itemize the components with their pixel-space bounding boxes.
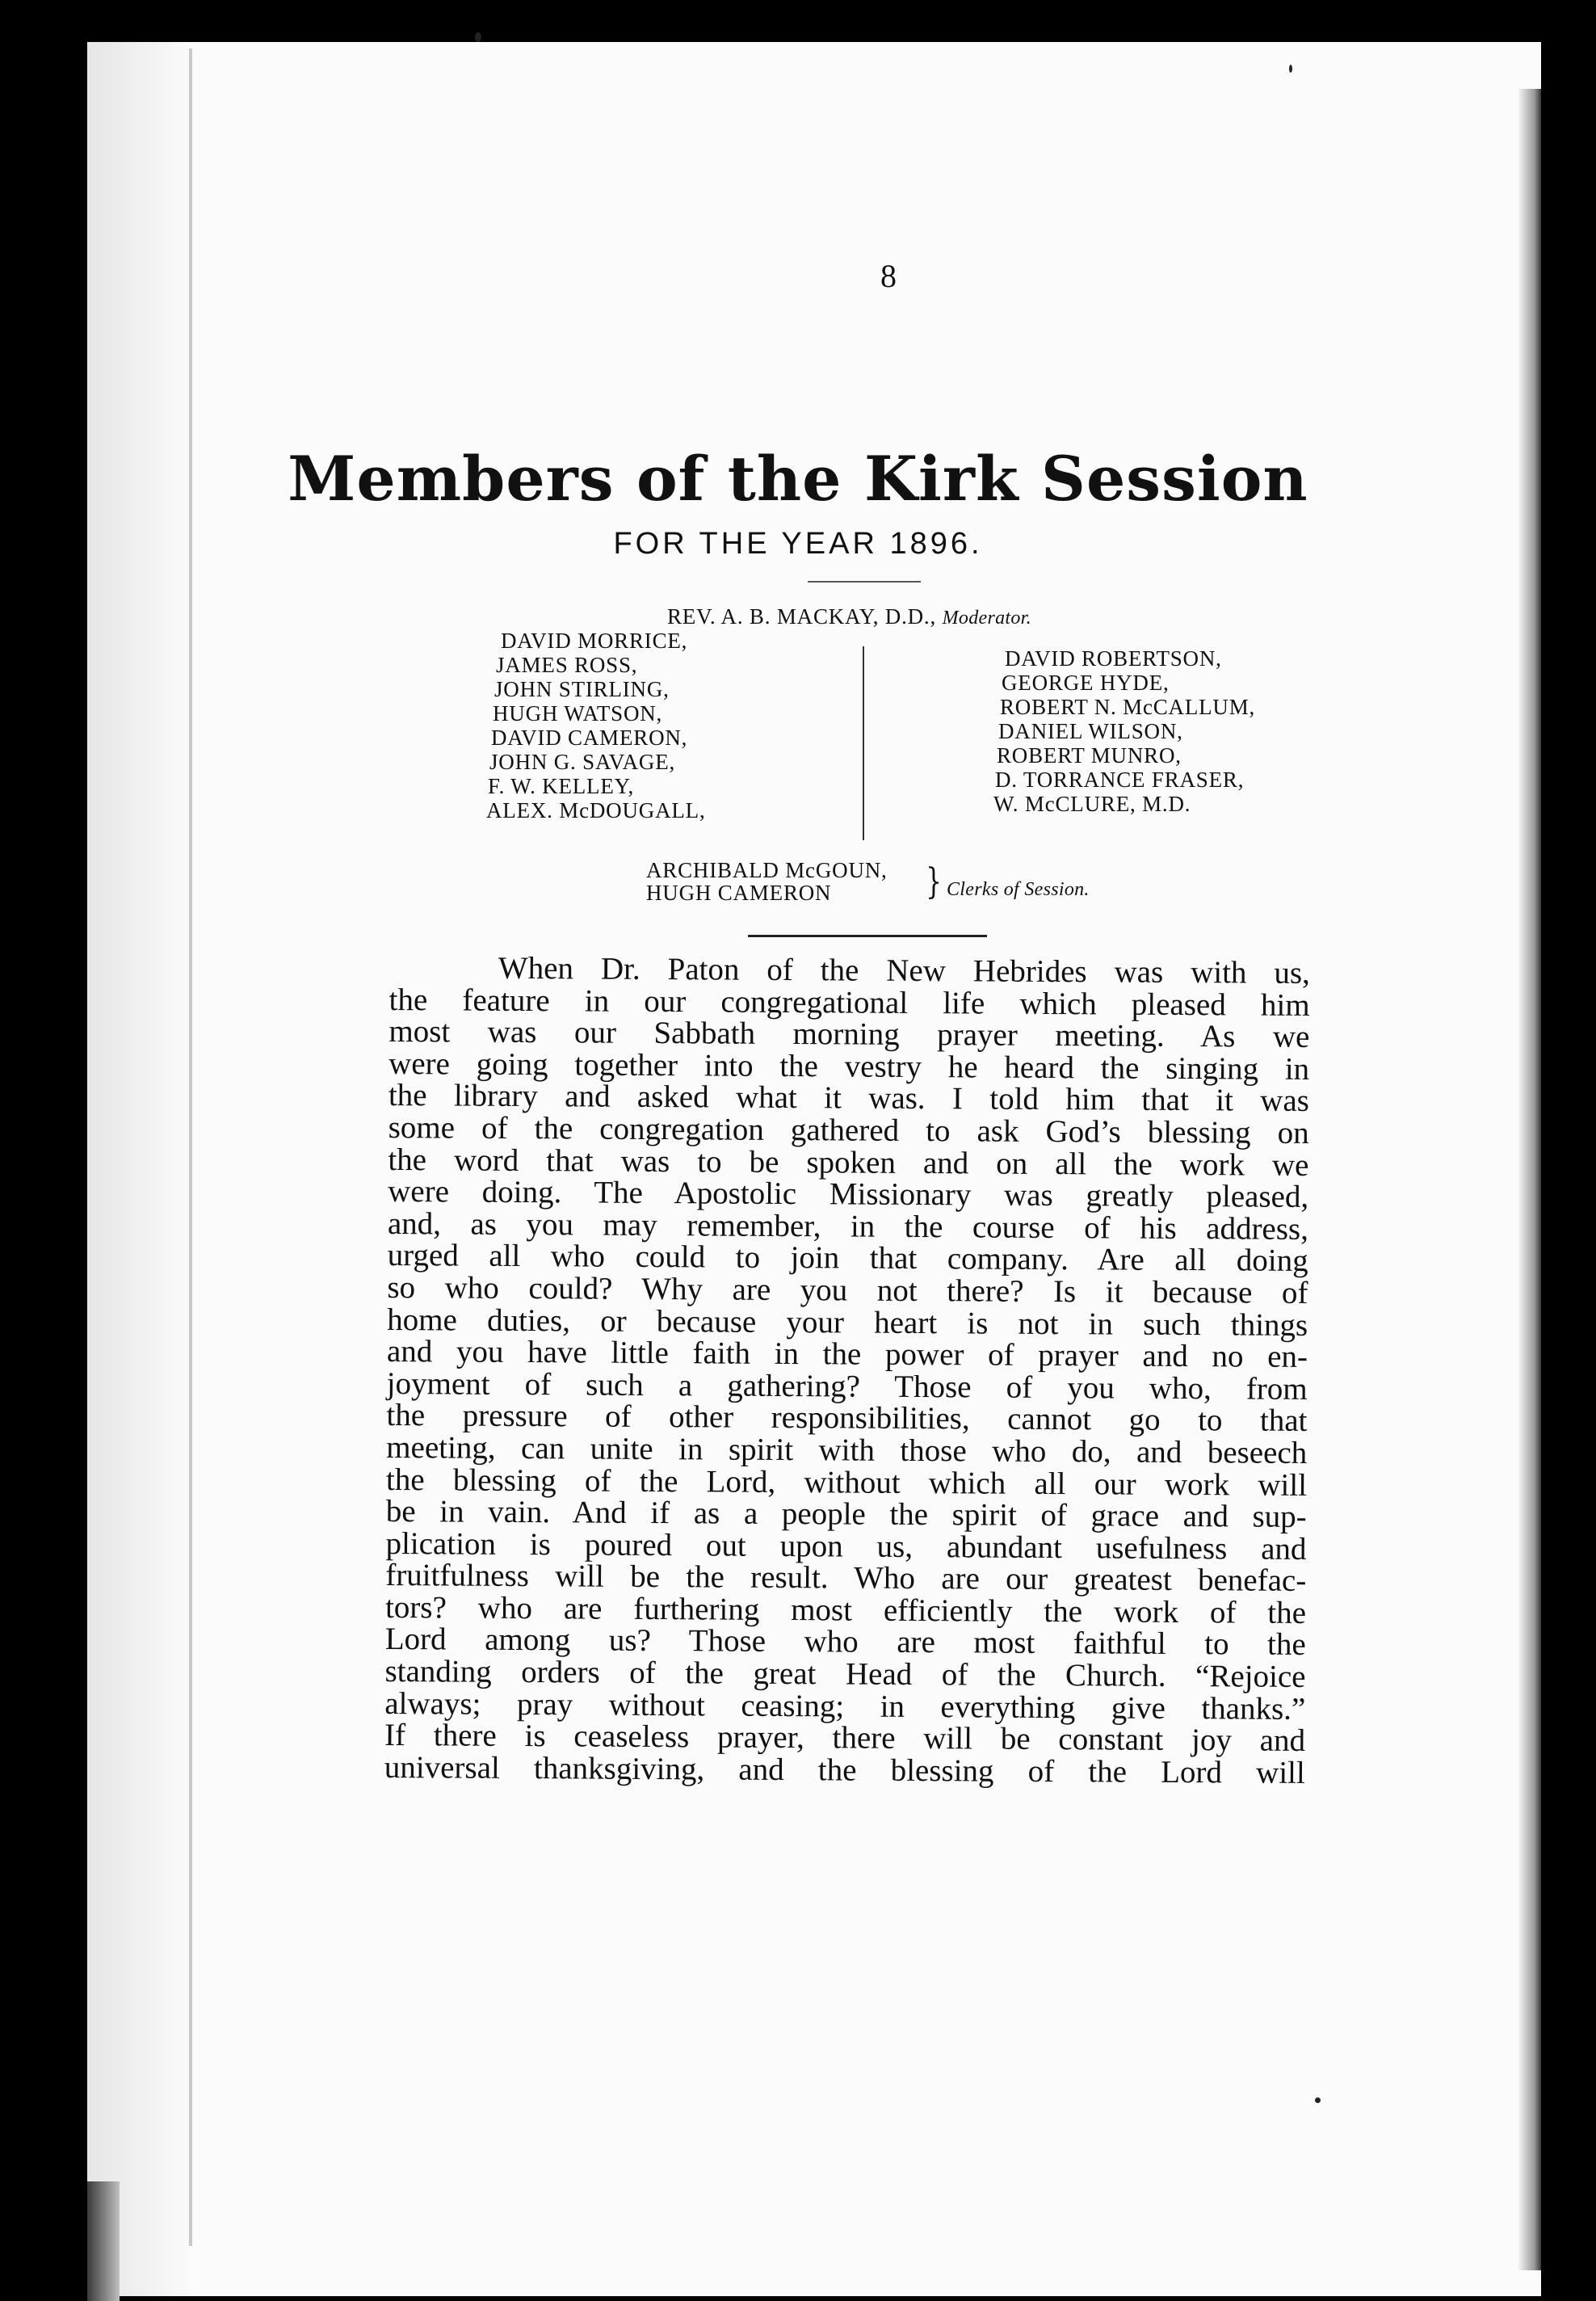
title-divider xyxy=(808,581,921,583)
member-name: JOHN G. SAVAGE, xyxy=(489,750,676,774)
ink-speck xyxy=(1289,65,1292,73)
body-line: the word that was to be spoken and on all the work we xyxy=(388,1142,1309,1183)
page-gutter-shading xyxy=(87,42,192,2296)
member-name: F. W. KELLEY, xyxy=(488,774,635,798)
body-line: fruitfulness will be the result. Who are our greatest benefac- xyxy=(385,1558,1307,1599)
member-name: JOHN STIRLING, xyxy=(494,677,670,701)
right-scan-shadow xyxy=(1541,42,1596,2301)
member-name: W. McCLURE, M.D. xyxy=(993,792,1191,816)
member-name: ALEX. McDOUGALL, xyxy=(486,798,706,822)
body-line: and, as you may remember, in the course of his address, xyxy=(387,1205,1309,1247)
body-line: tors? who are furthering most efficiently the work of the xyxy=(384,1589,1307,1630)
body-line: always; pray without ceasing; in everything give thanks.” xyxy=(384,1685,1306,1727)
column-divider xyxy=(863,646,864,840)
member-name: ROBERT MUNRO, xyxy=(997,743,1182,768)
moderator-line xyxy=(667,604,1031,629)
member-name: DAVID MORRICE, xyxy=(501,629,688,653)
bottom-left-smudge xyxy=(87,2181,120,2301)
body-line: universal thanksgiving, and the blessing of the Lord will xyxy=(384,1749,1305,1790)
body-line: urged all who could to join that company. Are all doing xyxy=(387,1238,1308,1279)
clerk-name: HUGH CAMERON xyxy=(646,881,832,905)
page-title: Members of the Kirk Session xyxy=(288,443,1308,515)
body-line: so who could? Why are you not there? Is it because of xyxy=(387,1269,1308,1310)
member-name: GEORGE HYDE, xyxy=(1002,671,1170,695)
body-line: When Dr. Paton of the New Hebrides was with us, xyxy=(498,950,1310,991)
body-line: the library and asked what it was. I told him that it was xyxy=(388,1078,1310,1119)
body-line: Lord among us? Those who are most faithful to the xyxy=(384,1622,1306,1663)
member-name: DAVID CAMERON, xyxy=(491,726,688,750)
clerks-brace: } xyxy=(926,861,942,902)
member-name: DAVID ROBERTSON, xyxy=(1005,646,1222,671)
body-paragraph xyxy=(384,952,1310,1789)
section-divider xyxy=(748,935,987,937)
body-line: standing orders of the great Head of the Church. “Rejoice xyxy=(384,1654,1306,1695)
body-line: some of the congregation gathered to ask God’s blessing on xyxy=(388,1109,1309,1150)
body-line: plication is poured out upon us, abundant usefulness and xyxy=(385,1525,1307,1567)
member-name: ROBERT N. McCALLUM, xyxy=(1000,695,1256,719)
ink-speck xyxy=(475,32,481,42)
body-line: If there is ceaseless prayer, there will be constant joy and xyxy=(384,1718,1306,1759)
moderator-name: REV. A. B. MACKAY, D.D., xyxy=(667,604,937,629)
page-gutter-fold xyxy=(189,48,192,2246)
ink-speck xyxy=(1315,2097,1321,2103)
members-left-column xyxy=(486,629,714,822)
body-line: the blessing of the Lord, without which all our work will xyxy=(385,1462,1308,1503)
member-name: D. TORRANCE FRASER, xyxy=(995,768,1245,792)
body-line: home duties, or because your heart is not in such things xyxy=(387,1302,1308,1343)
page-subtitle: FOR THE YEAR 1896. xyxy=(613,527,983,561)
member-name: HUGH WATSON, xyxy=(493,701,663,726)
body-line: were going together into the vestry he heard the singing in xyxy=(388,1045,1310,1087)
body-line: the pressure of other responsibilities, cannot go to that xyxy=(386,1398,1308,1439)
body-line: meeting, can unite in spirit with those who do, and beseech xyxy=(386,1429,1308,1470)
clerks-role: Clerks of Session. xyxy=(947,879,1090,900)
clerk-name: ARCHIBALD McGOUN, xyxy=(646,858,888,882)
member-name: JAMES ROSS, xyxy=(496,653,638,677)
members-right-column xyxy=(993,646,1256,816)
body-line: joyment of such a gathering? Those of you who, from xyxy=(386,1365,1308,1407)
moderator-role: Moderator. xyxy=(942,608,1031,629)
body-line: were doing. The Apostolic Missionary was greatly pleased, xyxy=(388,1174,1309,1215)
body-line: be in vain. And if as a people the spirit of grace and sup- xyxy=(385,1494,1307,1535)
member-name: DANIEL WILSON, xyxy=(998,719,1183,743)
body-line: the feature in our congregational life which pleased him xyxy=(388,982,1310,1023)
page-number: 8 xyxy=(880,258,897,294)
body-line: and you have little faith in the power of prayer and no en- xyxy=(386,1334,1308,1375)
body-line: most was our Sabbath morning prayer meeting. As we xyxy=(388,1014,1310,1055)
right-page-edge xyxy=(1518,89,1541,2270)
